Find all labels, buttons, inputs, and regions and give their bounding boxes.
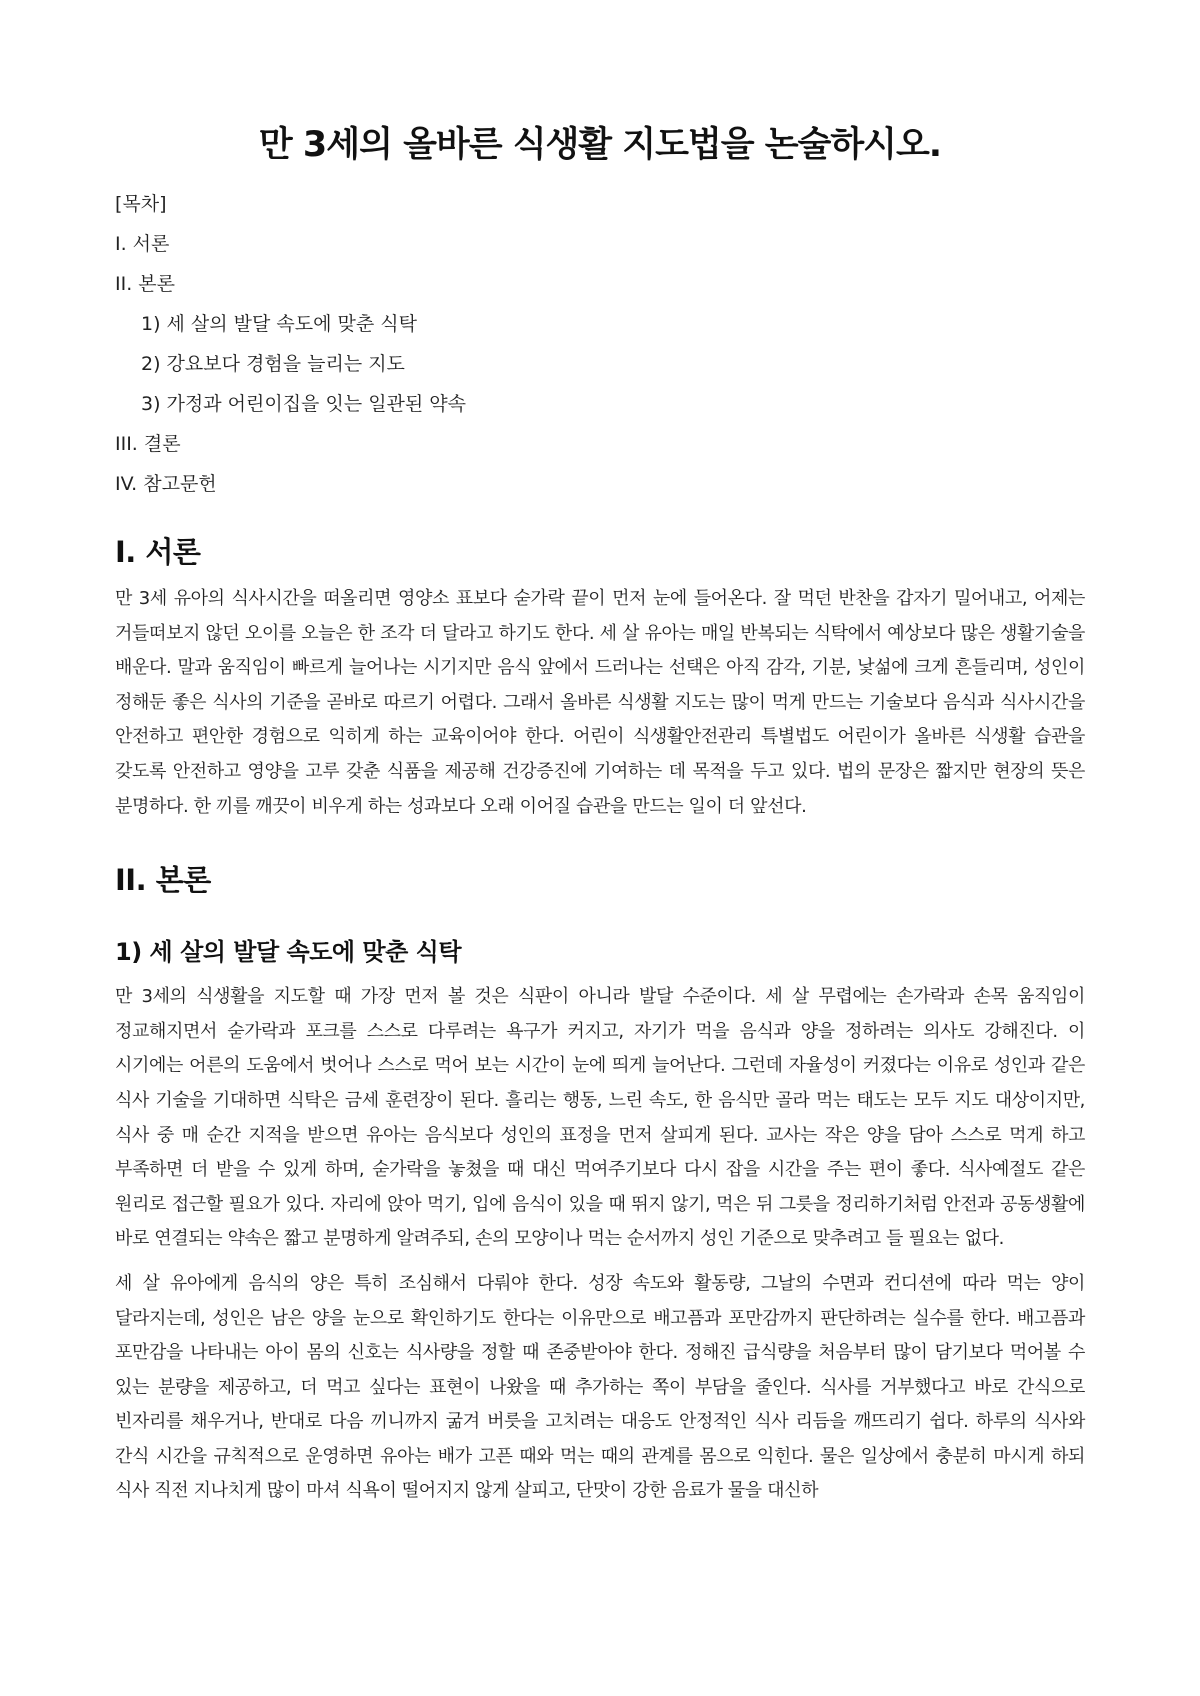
document-page bbox=[115, 0, 1085, 1509]
toc-item-intro: I. 서론 bbox=[115, 233, 170, 255]
intro-paragraph: 만 3세 유아의 식사시간을 떠올리면 영양소 표보다 숟가락 끝이 먼저 눈에 들어온다. 잘 먹던 반찬을 갑자기 밀어내고, 어제는 거들떠보지 않던 오이를 오늘은 한 조각 더 달라고 하기도 한다. 세 살 유아는 매일 반복되는 식탁에서 예상보다 많은 생활기술을 배운다. 말과 움직임이 빠르게 늘어나는 시기지만 음식 앞에서 드러나는 선택은 아직 감각, 기분, 낯섦에 크게 흔들리며, 성인이 정해둔 좋은 식사의 기준을 곧바로 따르기 어렵다. 그래서 올바른 식생활 지도는 많이 먹게 만드는 기술보다 음식과 식사시간을 안전하고 편안한 경험으로 익히게 하는 교육이어야 한다. 어린이 식생활안전관리 특별법도 어린이가 올바른 식생활 습관을 갖도록 안전하고 영양을 고루 갖춘 식품을 제공해 건강증진에 기여하는 데 목적을 두고 있다. 법의 문장은 짧지만 현장의 뜻은 분명하다. 한 끼를 깨끗이 비우게 하는 성과보다 오래 이어질 습관을 만드는 일이 더 앞선다. bbox=[115, 588, 1085, 817]
toc-item-references: IV. 참고문헌 bbox=[115, 473, 217, 495]
section-heading-body: II. 본론 bbox=[115, 863, 211, 898]
toc-item-body: II. 본론 bbox=[115, 273, 175, 295]
toc-item-body-2: 2) 강요보다 경험을 늘리는 지도 bbox=[141, 353, 405, 375]
subsection-1-paragraph-1: 만 3세의 식생활을 지도할 때 가장 먼저 볼 것은 식판이 아니라 발달 수준이다. 세 살 무렵에는 손가락과 손목 움직임이 정교해지면서 숟가락과 포크를 스스로 다루려는 욕구가 커지고, 자기가 먹을 음식과 양을 정하려는 의사도 강해진다. 이 시기에는 어른의 도움에서 벗어나 스스로 먹어 보는 시간이 눈에 띄게 늘어난다. 그런데 자율성이 커졌다는 이유로 성인과 같은 식사 기술을 기대하면 식탁은 금세 훈련장이 된다. 흘리는 행동, 느린 속도, 한 음식만 골라 먹는 태도는 모두 지도 대상이지만, 식사 중 매 순간 지적을 받으면 유아는 음식보다 성인의 표정을 먼저 살피게 된다. 교사는 작은 양을 담아 스스로 먹게 하고 부족하면 더 받을 수 있게 하며, 숟가락을 놓쳤을 때 대신 먹여주기보다 다시 잡을 시간을 주는 편이 좋다. 식사예절도 같은 원리로 접근할 필요가 있다. 자리에 앉아 먹기, 입에 음식이 있을 때 뛰지 않기, 먹은 뒤 그릇을 정리하기처럼 안전과 공동생활에 바로 연결되는 약속은 짧고 분명하게 알려주되, 손의 모양이나 먹는 순서까지 성인 기준으로 맞추려고 들 필요는 없다. bbox=[115, 986, 1085, 1250]
toc-item-conclusion: III. 결론 bbox=[115, 433, 181, 455]
toc-item-body-1: 1) 세 살의 발달 속도에 맞춘 식탁 bbox=[141, 313, 417, 335]
section-heading-intro: I. 서론 bbox=[115, 535, 201, 569]
subsection-heading-1: 1) 세 살의 발달 속도에 맞춘 식탁 bbox=[115, 938, 462, 967]
document-title: 만 3세의 올바른 식생활 지도법을 논술하시오. bbox=[258, 125, 942, 165]
toc-heading: [목차] bbox=[115, 193, 167, 215]
table-of-contents bbox=[115, 184, 1085, 504]
subsection-1-paragraph-2: 세 살 유아에게 음식의 양은 특히 조심해서 다뤄야 한다. 성장 속도와 활동량, 그날의 수면과 컨디션에 따라 먹는 양이 달라지는데, 성인은 남은 양을 눈으로 확인하기도 한다는 이유만으로 배고픔과 포만감까지 판단하려는 실수를 한다. 배고픔과 포만감을 나타내는 아이 몸의 신호는 식사량을 정할 때 존중받아야 한다. 정해진 급식량을 처음부터 많이 담기보다 먹어볼 수 있는 분량을 제공하고, 더 먹고 싶다는 표현이 나왔을 때 추가하는 쪽이 부담을 줄인다. 식사를 거부했다고 바로 간식으로 빈자리를 채우거나, 반대로 다음 끼니까지 굶겨 버릇을 고치려는 대응도 안정적인 식사 리듬을 깨뜨리기 쉽다. 하루의 식사와 간식 시간을 규칙적으로 운영하면 유아는 배가 고픈 때와 먹는 때의 관계를 몸으로 익힌다. 물은 일상에서 충분히 마시게 하되 식사 직전 지나치게 많이 마셔 식욕이 떨어지지 않게 살피고, 단맛이 강한 음료가 물을 대신하 bbox=[115, 1272, 1085, 1502]
toc-item-body-3: 3) 가정과 어린이집을 잇는 일관된 약속 bbox=[141, 393, 467, 415]
